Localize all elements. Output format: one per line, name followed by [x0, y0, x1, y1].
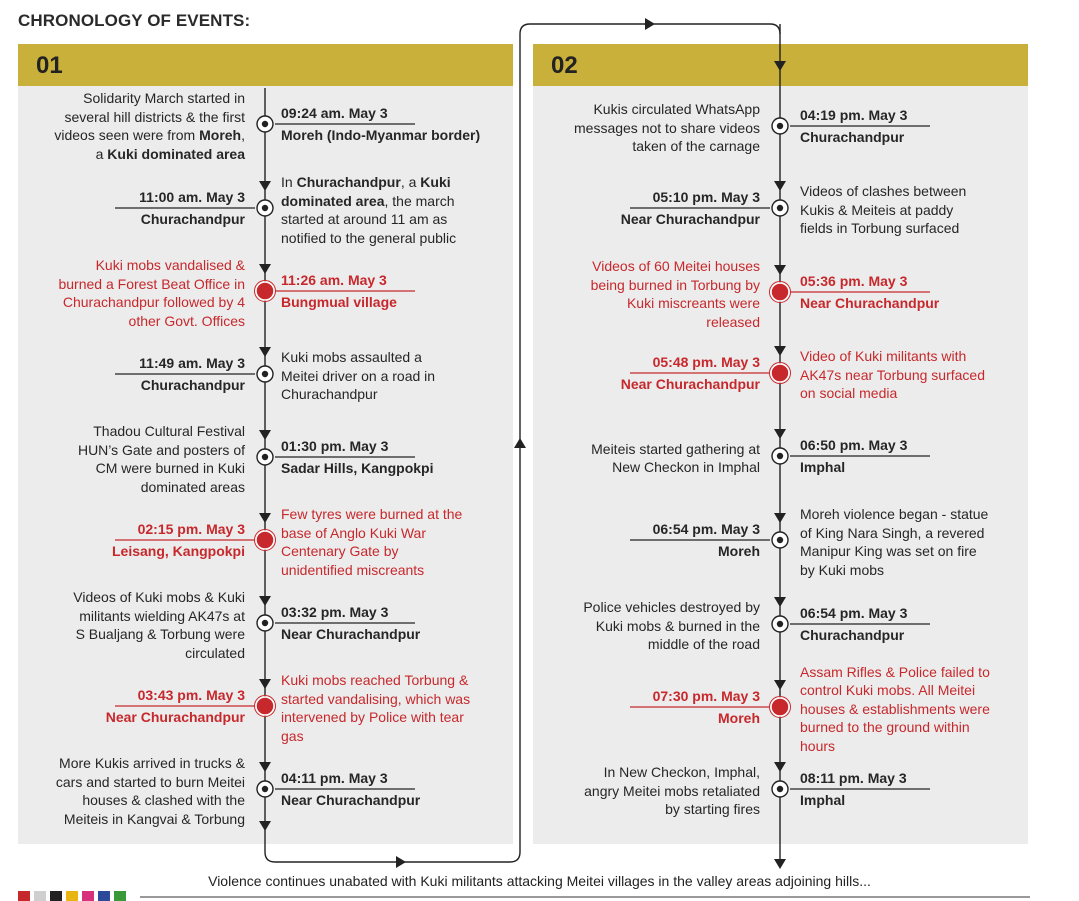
event-node-dot: [777, 621, 783, 627]
event-node-dot: [262, 786, 268, 792]
arrow-down-icon: [259, 181, 271, 191]
event-time: 06:54 pm. May 3: [652, 521, 760, 537]
arrow-down-icon: [774, 429, 786, 439]
event-node-highlight: [256, 531, 274, 549]
arrow-down-icon: [259, 762, 271, 772]
event-time: 02:15 pm. May 3: [137, 521, 245, 537]
event-place: Moreh: [718, 710, 760, 726]
page-title: CHRONOLOGY OF EVENTS:: [18, 11, 251, 30]
event-time: 09:24 am. May 3: [281, 105, 388, 121]
event-place: Churachandpur: [140, 211, 245, 227]
color-swatch: [50, 891, 62, 901]
event-description: Kuki mobs reached Torbung & started vandalising, which was intervened by Police with tear gas: [281, 672, 471, 744]
event-place: Near Churachandpur: [620, 211, 760, 227]
event-description: Kukis circulated WhatsApp messages not to share videos taken of the carnage: [574, 101, 760, 155]
event-description: Videos of clashes between Kukis & Meiteis at paddy fields in Torbung surfaced: [800, 183, 967, 237]
event-time: 08:11 pm. May 3: [800, 770, 907, 786]
arrow-down-icon: [259, 347, 271, 357]
event-description: Kuki mobs vandalised & burned a Forest Beat Office in Churachandpur followed by 4 other Govt. Offices: [58, 257, 245, 329]
event-description: In Churachandpur, a Kuki dominated area, the march started at around 11 am as notified to the general public: [281, 174, 457, 246]
event-node-highlight: [256, 697, 274, 715]
event-place: Churachandpur: [140, 377, 245, 393]
arrow-down-icon: [774, 859, 786, 869]
event-node-dot: [777, 537, 783, 543]
event-time: 03:43 pm. May 3: [137, 687, 245, 703]
event-place: Near Churachandpur: [800, 295, 940, 311]
event-description: In New Checkon, Imphal, angry Meitei mobs retaliated by starting fires: [584, 764, 760, 818]
panel-number: 01: [36, 52, 63, 79]
event-place: Near Churachandpur: [105, 709, 245, 725]
event-description: Videos of Kuki mobs & Kuki militants wielding AK47s at S Bualjang & Torbung were circulated: [73, 589, 245, 661]
event-node-highlight: [771, 283, 789, 301]
color-swatch: [18, 891, 30, 901]
event-time: 06:54 pm. May 3: [800, 605, 908, 621]
event-place: Leisang, Kangpokpi: [111, 543, 245, 559]
event-description: Few tyres were burned at the base of Anglo Kuki War Centenary Gate by unidentified miscreants: [281, 506, 463, 578]
arrow-down-icon: [774, 762, 786, 772]
event-description: Meiteis started gathering at New Checkon in Imphal: [591, 440, 760, 475]
event-place: Near Churachandpur: [620, 376, 760, 392]
arrow-down-icon: [259, 596, 271, 606]
event-time: 03:32 pm. May 3: [281, 604, 389, 620]
event-time: 04:19 pm. May 3: [800, 107, 908, 123]
color-swatch: [82, 891, 94, 901]
arrow-down-icon: [774, 513, 786, 523]
event-node-dot: [262, 121, 268, 127]
event-time: 04:11 pm. May 3: [281, 770, 388, 786]
event-node-dot: [777, 205, 783, 211]
event-node-dot: [262, 371, 268, 377]
event-place: Moreh (Indo-Myanmar border): [281, 127, 481, 143]
event-time: 11:00 am. May 3: [139, 189, 245, 205]
event-time: 01:30 pm. May 3: [281, 438, 389, 454]
event-place: Bungmual village: [281, 294, 397, 310]
event-node-dot: [777, 123, 783, 129]
color-swatch: [34, 891, 46, 901]
arrow-down-icon: [774, 680, 786, 690]
arrow-down-icon: [774, 346, 786, 356]
arrow-down-icon: [259, 513, 271, 523]
color-swatch: [114, 891, 126, 901]
event-node-highlight: [771, 364, 789, 382]
event-description: More Kukis arrived in trucks & cars and started to burn Meitei houses & clashed with the Meiteis in Kangvai & Torbung: [55, 755, 245, 827]
arrow-down-icon: [774, 61, 786, 71]
event-node-highlight: [256, 282, 274, 300]
event-node-dot: [262, 205, 268, 211]
event-description: Assam Rifles & Police failed to control Kuki mobs. All Meitei houses & establishments were burned to the ground within hours: [800, 663, 990, 754]
event-node-dot: [262, 454, 268, 460]
event-time: 11:26 am. May 3: [281, 272, 387, 288]
event-time: 07:30 pm. May 3: [652, 688, 760, 704]
event-description: Solidarity March started in several hill districts & the first videos seen were from Moreh, a Kuki dominated area: [54, 90, 245, 162]
color-swatch: [98, 891, 110, 901]
arrow-right-icon: [645, 18, 655, 30]
event-description: Thadou Cultural Festival HUN’s Gate and posters of CM were burned in Kuki dominated areas: [77, 423, 245, 495]
event-place: Imphal: [800, 459, 846, 475]
event-place: Sadar Hills, Kangpokpi: [281, 460, 434, 476]
event-time: 05:48 pm. May 3: [652, 354, 760, 370]
event-place: Near Churachandpur: [281, 626, 421, 642]
arrow-down-icon: [259, 679, 271, 689]
event-place: Near Churachandpur: [281, 792, 421, 808]
event-time: 06:50 pm. May 3: [800, 437, 908, 453]
event-description: Police vehicles destroyed by Kuki mobs & burned in the middle of the road: [583, 599, 760, 653]
arrow-right-icon: [396, 856, 406, 868]
event-description: Moreh violence began - statue of King Nara Singh, a revered Manipur King was set on fire by Kuki mobs: [800, 506, 989, 578]
arrow-down-icon: [259, 821, 271, 831]
footer-note: Violence continues unabated with Kuki militants attacking Meitei villages in the valley areas adjoining hills...: [208, 873, 871, 889]
event-place: Imphal: [800, 792, 846, 808]
footer-divider: [140, 896, 1030, 898]
event-place: Churachandpur: [800, 627, 905, 643]
event-description: Kuki mobs assaulted a Meitei driver on a road in Churachandpur: [281, 349, 436, 403]
event-node-dot: [262, 620, 268, 626]
event-place: Churachandpur: [800, 129, 905, 145]
arrow-down-icon: [774, 597, 786, 607]
event-time: 11:49 am. May 3: [139, 355, 245, 371]
event-time: 05:36 pm. May 3: [800, 273, 908, 289]
event-description: Video of Kuki militants with AK47s near Torbung surfaced on social media: [800, 348, 985, 402]
event-place: Moreh: [718, 543, 760, 559]
event-node-highlight: [771, 698, 789, 716]
event-time: 05:10 pm. May 3: [652, 189, 760, 205]
arrow-down-icon: [259, 264, 271, 274]
event-node-dot: [777, 453, 783, 459]
arrow-down-icon: [774, 265, 786, 275]
arrow-down-icon: [774, 181, 786, 191]
event-description: Videos of 60 Meitei houses being burned in Torbung by Kuki miscreants were released: [590, 258, 760, 330]
event-node-dot: [777, 786, 783, 792]
arrow-down-icon: [259, 430, 271, 440]
color-swatch: [66, 891, 78, 901]
panel-number: 02: [551, 52, 578, 79]
